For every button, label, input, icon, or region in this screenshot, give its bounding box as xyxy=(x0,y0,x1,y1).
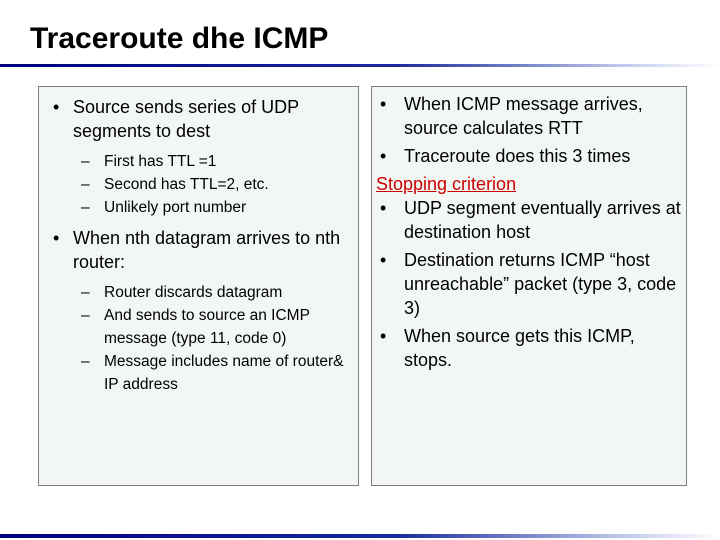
right-text-panel xyxy=(371,86,687,486)
sub-bullet-list xyxy=(39,150,358,219)
sub-bullet-item: – Second has TTL=2, etc. xyxy=(39,173,358,196)
left-text-panel xyxy=(38,86,359,486)
sub-bullet-item: – Message includes name of router& IP address xyxy=(39,350,358,396)
bullet-item: • When nth datagram arrives to nth router: xyxy=(39,226,358,274)
bullet-item: • Traceroute does this 3 times xyxy=(372,144,686,168)
bottom-rule xyxy=(0,534,720,538)
bullet-list xyxy=(372,196,686,372)
stopping-criterion-heading: Stopping criterion xyxy=(376,174,517,194)
title-underline xyxy=(0,64,720,67)
sub-bullet-item: – Router discards datagram xyxy=(39,281,358,304)
sub-bullet-list xyxy=(39,281,358,396)
bullet-list xyxy=(372,92,686,168)
bullet-item: • When source gets this ICMP, stops. xyxy=(372,324,686,372)
sub-bullet-item: – First has TTL =1 xyxy=(39,150,358,173)
bullet-item: • Source sends series of UDP segments to dest xyxy=(39,95,358,143)
bullet-item: • Destination returns ICMP “host unreachable” packet (type 3, code 3) xyxy=(372,248,686,320)
slide-title: Traceroute dhe ICMP xyxy=(30,22,329,55)
sub-bullet-item: – And sends to source an ICMP message (type 11, code 0) xyxy=(39,304,358,350)
bullet-list xyxy=(39,226,358,274)
bullet-item: • UDP segment eventually arrives at destination host xyxy=(372,196,686,244)
sub-bullet-item: – Unlikely port number xyxy=(39,196,358,219)
bullet-item: • When ICMP message arrives, source calculates RTT xyxy=(372,92,686,140)
bullet-list xyxy=(39,95,358,143)
